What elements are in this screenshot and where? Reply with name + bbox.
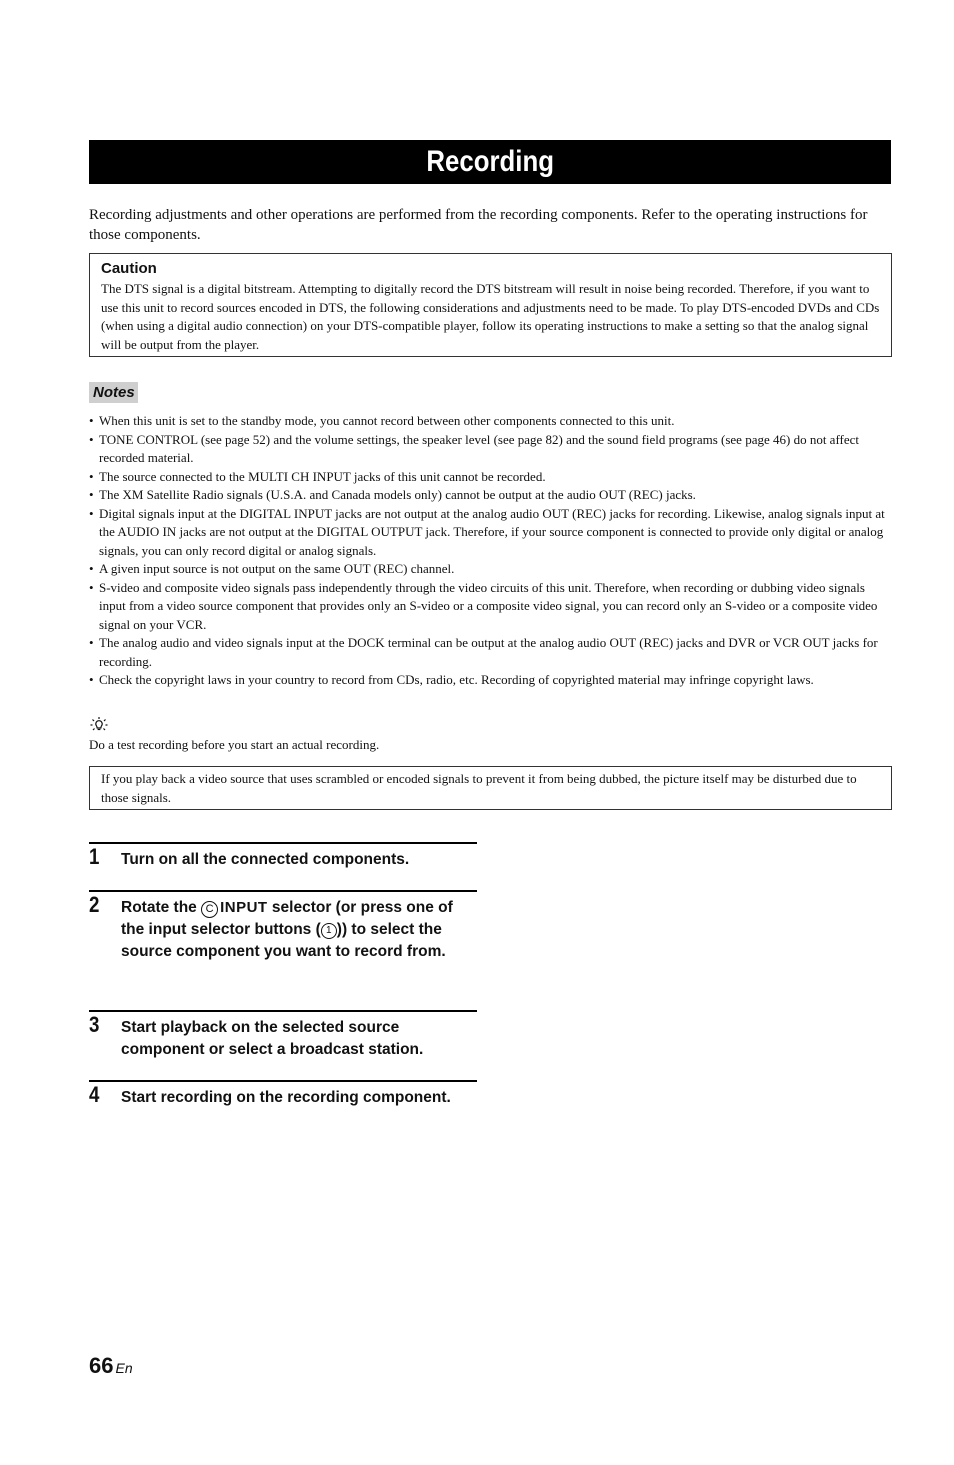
step-1 bbox=[89, 842, 477, 871]
step-number: 2 bbox=[89, 892, 100, 917]
title-bar bbox=[89, 140, 891, 184]
step-text: Turn on all the connected components. bbox=[121, 851, 410, 868]
step-3 bbox=[89, 1010, 477, 1061]
notes-list bbox=[89, 412, 889, 690]
page-title: Recording bbox=[426, 145, 554, 178]
note-item: • The analog audio and video signals input at the DOCK terminal can be output at the analog audio OUT (REC) jacks and DVR or VCR OUT jacks for recording. bbox=[89, 634, 889, 671]
step-text: Start recording on the recording component. bbox=[121, 1089, 451, 1106]
circle-c-icon: C bbox=[201, 901, 218, 918]
note-item: • Digital signals input at the DIGITAL INPUT jacks are not output at the analog audio OUT (REC) jacks for recording. Likewise, analog signals input at the AUDIO IN jacks are not output at the DIGITAL OUTPUT jack. Therefore, if your source component is connected to provide only digital or analog signals, you can only record digital or analog signals. bbox=[89, 505, 889, 561]
note-item: • S-video and composite video signals pass independently through the video circuits of this unit. Therefore, when recording or dubbing video signals input from a video source component that provides only an S-video or a composite video signal, you can record only an S-video or a composite video signal on your VCR. bbox=[89, 579, 889, 635]
step-text bbox=[89, 892, 477, 963]
caution-title: Caution bbox=[101, 260, 157, 277]
step-2 bbox=[89, 890, 477, 963]
info-box: If you play back a video source that uses scrambled or encoded signals to prevent it from being dubbed, the picture itself may be disturbed due to those signals. bbox=[89, 766, 892, 810]
note-item: • TONE CONTROL (see page 52) and the volume settings, the speaker level (see page 82) and the sound field programs (see page 46) do not affect recorded material. bbox=[89, 431, 889, 468]
step-text-part: Rotate the bbox=[121, 899, 202, 916]
circle-1-icon: 1 bbox=[321, 923, 337, 939]
page-number bbox=[89, 1353, 133, 1379]
step-text-part: selector (or press one of the input selector buttons ( bbox=[121, 899, 453, 938]
step-4 bbox=[89, 1080, 477, 1109]
hint-text: Do a test recording before you start an actual recording. bbox=[89, 737, 380, 752]
caution-body: The DTS signal is a digital bitstream. Attempting to digitally record the DTS bitstream will result in noise being recorded. Therefore, if you want to use this unit to record sources encoded in DTS, the following considerations and adjustments need to be made. To play DTS-encoded DVDs and CDs (when using a digital audio connection) on your DTS-compatible player, follow its operating instructions to make a setting so that the analog signal will be output from the player. bbox=[101, 281, 880, 352]
caution-box bbox=[89, 253, 892, 357]
step-number: 4 bbox=[89, 1082, 100, 1107]
note-item: • A given input source is not output on the same OUT (REC) channel. bbox=[89, 560, 889, 579]
notes-badge: Notes bbox=[89, 382, 138, 403]
note-item: • The XM Satellite Radio signals (U.S.A. and Canada models only) cannot be output at the audio OUT (REC) jacks. bbox=[89, 486, 889, 505]
lightbulb-icon bbox=[89, 716, 109, 734]
input-selector-label: INPUT bbox=[220, 899, 268, 916]
step-number: 3 bbox=[89, 1012, 100, 1037]
note-item: • Check the copyright laws in your country to record from CDs, radio, etc. Recording of copyrighted material may infringe copyright laws. bbox=[89, 671, 889, 690]
note-item: • When this unit is set to the standby mode, you cannot record between other components connected to this unit. bbox=[89, 412, 889, 431]
step-number: 1 bbox=[89, 844, 100, 869]
intro-paragraph: Recording adjustments and other operations are performed from the recording components. Refer to the operating instructions for those components. bbox=[89, 207, 868, 243]
step-text: Start playback on the selected source component or select a broadcast station. bbox=[121, 1019, 424, 1058]
step-text-part: )) to select the source component you want to record from. bbox=[121, 921, 446, 960]
note-item: • The source connected to the MULTI CH INPUT jacks of this unit cannot be recorded. bbox=[89, 468, 889, 487]
page-language: En bbox=[115, 1360, 133, 1376]
page-number-value: 66 bbox=[89, 1353, 114, 1378]
